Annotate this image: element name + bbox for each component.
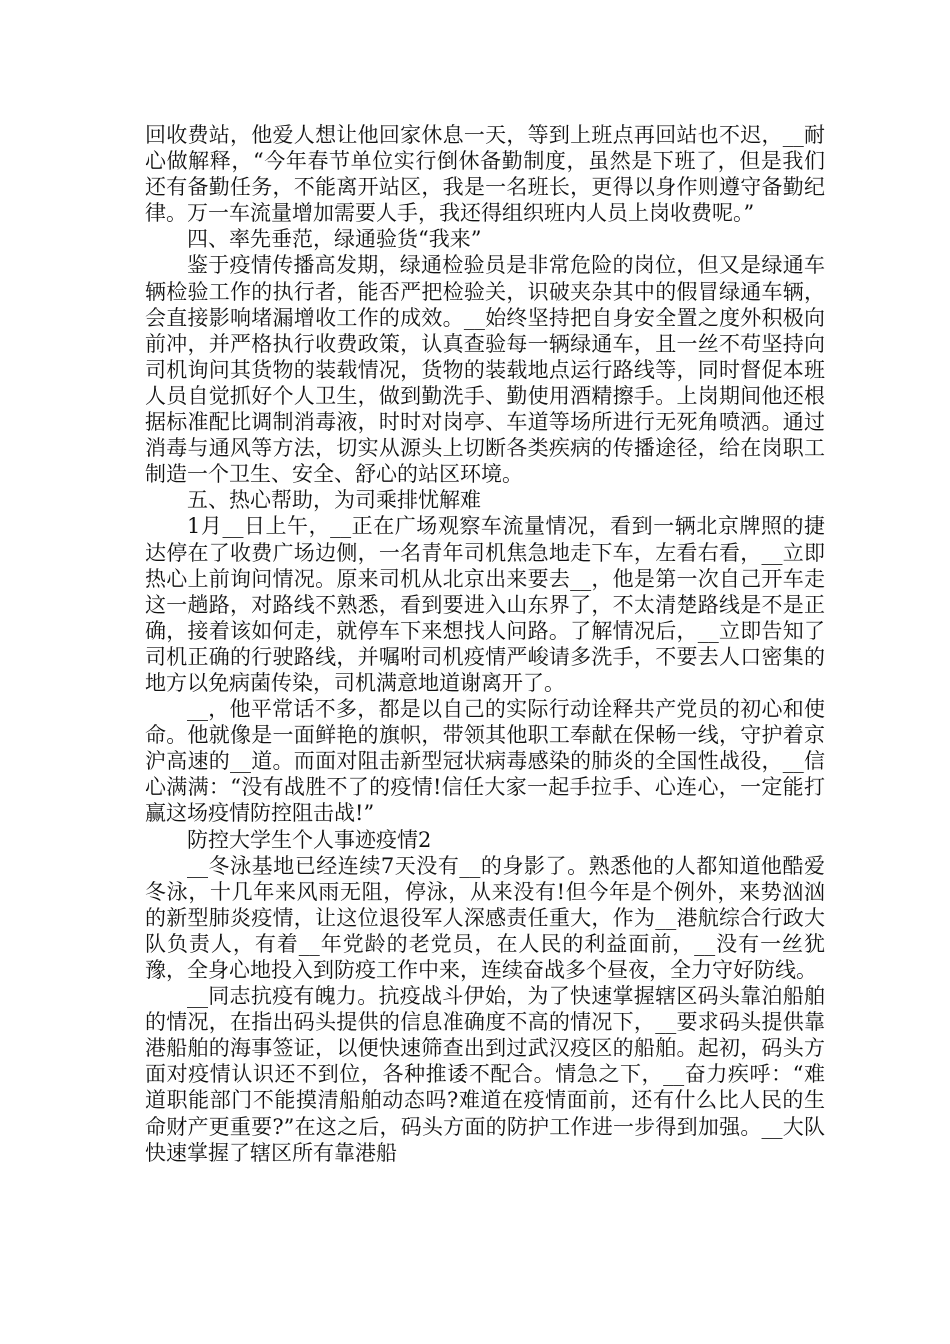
section-heading-5: 五、热心帮助，为司乘排忧解难 — [187, 488, 481, 513]
paragraph-helping-driver: 1月__日上午，__正在广场观察车流量情况，看到一辆北京牌照的捷达停在了收费广场边侧，一名青年司机焦急地走下车，左看右看，__立即热心上前询问情况。原来司机从北京出来要去__，他是第一次自己开车走这一趟路，对路线不熟悉，看到要进入山东界了，不太清楚路线是不是正确，接着该如何走，就停车下来想找人问路。了解情况后，__立即告知了司机正确的行驶路线，并嘱咐司机疫情严峻请多洗手，不要去人口密集的地方以免病菌传染，司机满意地道谢离开了。 — [145, 514, 825, 695]
section-heading-4: 四、率先垂范，绿通验货“我来” — [187, 227, 482, 252]
paragraph-continuation: 回收费站，他爱人想让他回家休息一天，等到上班点再回站也不迟，__耐心做解释，“今年春节单位实行倒休备勤制度，虽然是下班了，但是我们还有备勤任务，不能离开站区，我是一名班长，更得以身作则遵守备勤纪律。万一车流量增加需要人手，我还得组织班内人员上岗收费呢。” — [145, 123, 825, 226]
document-body — [145, 122, 825, 1166]
paragraph-winter-swim: __冬泳基地已经连续7天没有__的身影了。熟悉他的人都知道他酷爱冬泳，十几年来风雨无阻，停泳，从来没有!但今年是个例外，来势汹汹的新型肺炎疫情，让这位退役军人深感责任重大，作为__港航综合行政大队负责人，有着__年党龄的老党员，在人民的利益面前，__没有一丝犹豫，全身心地投入到防疫工作中来，连续奋战多个昼夜，全力守好防线。 — [145, 853, 825, 982]
paragraph-green-channel: 鉴于疫情传播高发期，绿通检验员是非常危险的岗位，但又是绿通车辆检验工作的执行者，能否严把检验关，识破夹杂其中的假冒绿通车辆，会直接影响堵漏增收工作的成效。__始终坚持把自身安全置之度外积极向前冲，并严格执行收费政策，认真查验每一辆绿通车，且一丝不苟坚持向司机询问其货物的装载情况，货物的装载地点运行路线等，同时督促本班人员自觉抓好个人卫生，做到勤洗手、勤使用酒精擦手。上岗期间他还根据标准配比调制消毒液，时时对岗亭、车道等场所进行无死角喷洒。通过消毒与通风等方法，切实从源头上切断各类疾病的传播途径，给在岗职工制造一个卫生、安全、舒心的站区环境。 — [145, 253, 825, 487]
paragraph-party-member: __，他平常话不多，都是以自己的实际行动诠释共产党员的初心和使命。他就像是一面鲜艳的旗帜，带领其他职工奉献在保畅一线，守护着京沪高速的__道。而面对阻击新型冠状病毒感染的肺炎的全国性战役，__信心满满：“没有战胜不了的疫情!信任大家一起手拉手、心连心，一定能打赢这场疫情防控阻击战!” — [145, 697, 825, 826]
paragraph-courage: __同志抗疫有魄力。抗疫战斗伊始，为了快速掌握辖区码头靠泊船舶的情况，在指出码头提供的信息准确度不高的情况下，__要求码头提供靠港船舶的海事签证，以便快速筛查出到过武汉疫区的船舶。起初，码头方面对疫情认识还不到位，各种推诿不配合。情急之下，__奋力疾呼：“难道职能部门不能摸清船舶动态吗?难道在疫情面前，还有什么比人民的生命财产更重要?”在这之后，码头方面的防护工作进一步得到加强。__大队快速掌握了辖区所有靠港船 — [145, 984, 825, 1165]
article-title-2: 防控大学生个人事迹疫情2 — [187, 827, 432, 852]
